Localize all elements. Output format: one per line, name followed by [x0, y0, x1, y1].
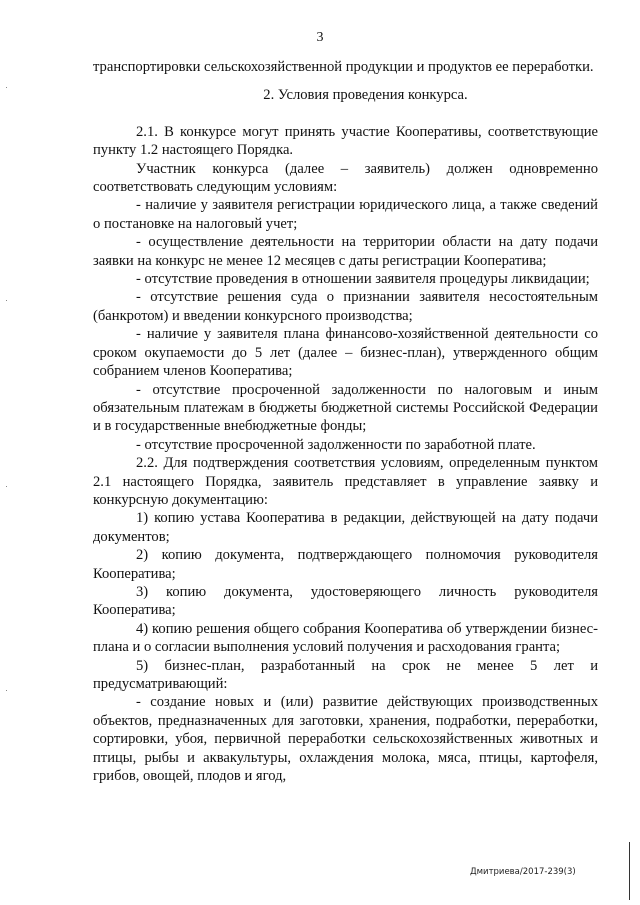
- paragraph-continuation: транспортировки сельскохозяйственной продукции и продуктов ее переработки.: [93, 59, 594, 75]
- page-number: 3: [316, 30, 324, 45]
- paragraph: 2.1. В конкурсе могут принять участие Кооперативы, соответствующие пункту 1.2 настоящего Порядка.: [93, 123, 598, 159]
- section-title: 2. Условия проведения конкурса.: [263, 87, 468, 104]
- paragraph: Участник конкурса (далее – заявитель) должен одновременно соответствовать следующим условиям:: [93, 160, 598, 196]
- paragraph: - создание новых и (или) развитие действующих производственных объектов, предназначенных для заготовки, хранения, подработки, переработки, сортировки, убоя, первичной переработки сельскохозяйственных животных и птицы, рыбы и аквакультуры, охлаждения молока, мяса, птицы, картофеля, грибов, овощей, плодов и ягод,: [93, 694, 598, 785]
- paragraph: - отсутствие проведения в отношении заявителя процедуры ликвидации;: [136, 271, 590, 288]
- scan-mark: [6, 87, 7, 88]
- paragraph: 5) бизнес-план, разработанный на срок не менее 5 лет и предусматривающий:: [93, 657, 598, 692]
- paragraph: - осуществление деятельности на территории области на дату подачи заявки на конкурс не менее 12 месяцев с даты регистрации Кооператива;: [93, 234, 598, 269]
- paragraph: 1) копию устава Кооператива в редакции, действующей на дату подачи документов;: [93, 510, 598, 545]
- footer-reference: Дмитриева/2017-239(3): [470, 867, 576, 877]
- paragraph: 2.2. Для подтверждения соответствия условиям, определенным пунктом 2.1 настоящего Порядка, заявитель представляет в управление заявку и конкурсную документацию:: [93, 455, 598, 508]
- scan-mark: [6, 690, 7, 691]
- paragraph: 3) копию документа, удостоверяющего личность руководителя Кооператива;: [93, 583, 598, 619]
- paragraph: - отсутствие просроченной задолженности по налоговым и иным обязательным платежам в бюджеты бюджетной системы Российской Федерации и в государственные внебюджетные фонды;: [93, 381, 598, 435]
- page-edge-line: [629, 842, 630, 900]
- paragraph: 2) копию документа, подтверждающего полномочия руководителя Кооператива;: [93, 547, 598, 582]
- paragraph: - отсутствие решения суда о признании заявителя несостоятельным (банкротом) и введении конкурсного производства;: [93, 289, 598, 324]
- scan-mark: [6, 300, 7, 301]
- paragraph: 4) копию решения общего собрания Кооператива об утверждении бизнес-плана и о согласии выполнения условий получения и расходования гранта;: [93, 620, 598, 656]
- document-body: [93, 58, 598, 785]
- scan-mark: [6, 486, 7, 487]
- paragraph: - наличие у заявителя плана финансово-хозяйственной деятельности со сроком окупаемости до 5 лет (далее – бизнес-план), утвержденного общим собранием членов Кооператива;: [93, 326, 598, 380]
- paragraph: - наличие у заявителя регистрации юридического лица, а также сведений о постановке на налоговый учет;: [93, 197, 598, 232]
- paragraph: - отсутствие просроченной задолженности по заработной плате.: [136, 436, 536, 453]
